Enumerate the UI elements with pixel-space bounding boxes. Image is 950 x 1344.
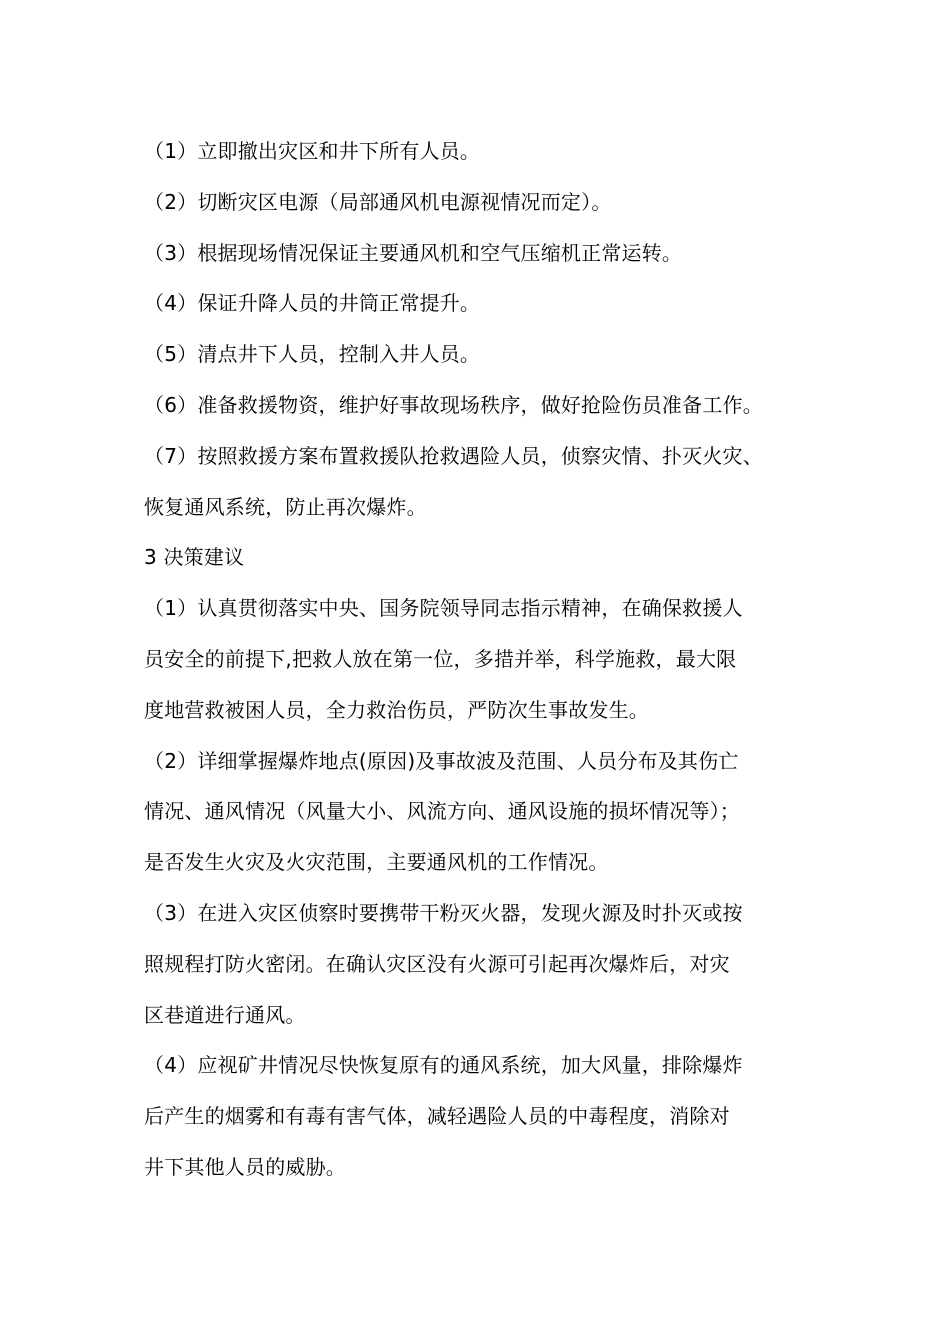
text-line: （2）切断灾区电源（局部通风机电源视情况而定）。 <box>144 189 612 214</box>
text-line: 照规程打防火密闭。在确认灾区没有火源可引起再次爆炸后，对灾 <box>144 951 730 976</box>
document-body <box>144 126 844 1193</box>
text-line: （3）在进入灾区侦察时要携带干粉灭火器，发现火源及时扑灭或按 <box>144 900 743 925</box>
text-line: （7）按照救援方案布置救援队抢救遇险人员，侦察灾情、扑灭火灾、 <box>144 443 763 468</box>
section-heading: 3 决策建议 <box>144 545 245 570</box>
text-line: 井下其他人员的威胁。 <box>144 1154 346 1179</box>
text-line: 是否发生火灾及火灾范围，主要通风机的工作情况。 <box>144 850 609 875</box>
text-line: 情况、通风情况（风量大小、风流方向、通风设施的损坏情况等）； <box>144 799 740 824</box>
text-line: 度地营救被困人员，全力救治伤员，严防次生事故发生。 <box>144 697 649 722</box>
text-line: 后产生的烟雾和有毒有害气体，减轻遇险人员的中毒程度，消除对 <box>144 1104 730 1129</box>
text-line: （3）根据现场情况保证主要通风机和空气压缩机正常运转。 <box>144 240 683 265</box>
text-line: （2）详细掌握爆炸地点(原因)及事故波及范围、人员分布及其伤亡 <box>144 748 739 773</box>
text-line: 恢复通风系统，防止再次爆炸。 <box>144 494 427 519</box>
text-line: （4）应视矿井情况尽快恢复原有的通风系统，加大风量，排除爆炸 <box>144 1053 743 1078</box>
text-line: 区巷道进行通风。 <box>144 1002 306 1027</box>
text-line: （5）清点井下人员，控制入井人员。 <box>144 342 481 367</box>
text-line: 员安全的前提下,把救人放在第一位，多措并举，科学施救，最大限 <box>144 646 737 671</box>
text-line: （6）准备救援物资，维护好事故现场秩序，做好抢险伤员准备工作。 <box>144 392 763 417</box>
text-line: （1）认真贯彻落实中央、国务院领导同志指示精神，在确保救援人 <box>144 596 743 621</box>
text-line: （4）保证升降人员的井筒正常提升。 <box>144 291 481 316</box>
text-line: （1）立即撤出灾区和井下所有人员。 <box>144 139 481 163</box>
